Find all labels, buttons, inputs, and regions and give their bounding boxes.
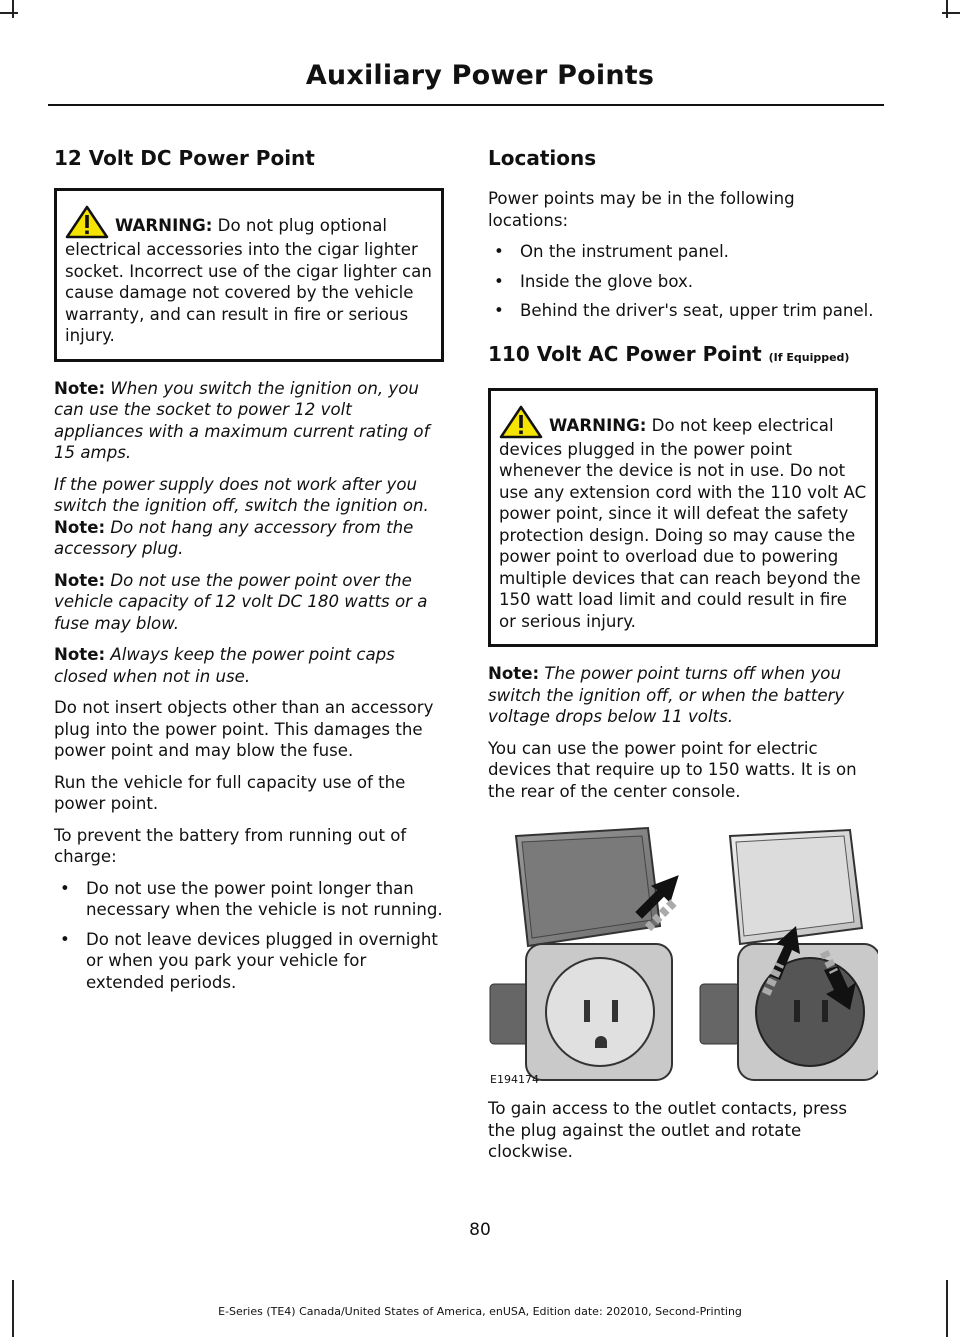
paragraph-150-watts: You can use the power point for electric devices that require up to 150 watts. It is on the rear of the center console. — [488, 738, 857, 801]
warning-text: Do not keep electrical devices plugged in the power point whenever the device is not in use. Do not use any extension cord with the 110 volt AC power point, since it will defeat the safety protection design. Doing so may cause the power point to overload due to powering multiple devices that can reach beyond the 150 watt load limit and could result in fire or serious injury. — [499, 415, 867, 631]
section-heading-locations: Locations — [488, 146, 597, 170]
note-label: Note: — [54, 378, 106, 398]
note-text: The power point turns off when you switch the ignition off, or when the battery voltage drops below 11 volts. — [488, 664, 845, 726]
header-divider — [48, 104, 884, 106]
locations-list — [488, 241, 878, 322]
note-capacity — [54, 570, 444, 635]
note-hang-accessory — [54, 517, 444, 560]
page-title: Auxiliary Power Points — [305, 60, 655, 91]
list-item: • Inside the glove box. — [488, 271, 878, 293]
outlet-illustration — [488, 816, 878, 1088]
note-label: Note: — [54, 517, 106, 537]
note-text: Do not hang any accessory from the accessory plug. — [54, 517, 414, 558]
paragraph-outlet-contacts: To gain access to the outlet contacts, press the plug against the outlet and rotate clockwise. — [488, 1099, 848, 1161]
warning-triangle-icon — [499, 405, 543, 439]
paragraph-objects: Do not insert objects other than an accessory plug into the power point. This damages the power point and may blow the fuse. — [54, 698, 434, 760]
heading-110v-text: 110 Volt AC Power Point — [488, 341, 762, 366]
left-column — [54, 146, 444, 1003]
note-text: Always keep the power point caps closed when not in use. — [54, 645, 395, 686]
note-text: When you switch the ignition on, you can use the socket to power 12 volt appliances with a maximum current rating of 15 amps. — [54, 378, 430, 462]
italic-power-supply: If the power supply does not work after you switch the ignition off, switch the ignition on. — [54, 474, 429, 515]
paragraph-full-capacity: Run the vehicle for full capacity use of the power point. — [54, 772, 406, 813]
outlet-closed-view — [490, 828, 678, 1080]
list-item: • Behind the driver's seat, upper trim panel. — [488, 300, 878, 322]
note-ignition — [54, 378, 444, 464]
warning-box-110v — [488, 388, 878, 648]
warning-box-12v — [54, 188, 444, 362]
note-label: Note: — [488, 664, 540, 683]
warning-label: WARNING: — [549, 415, 647, 435]
list-item: • On the instrument panel. — [488, 241, 878, 263]
warning-label: WARNING: — [115, 216, 213, 235]
crop-mark — [0, 12, 18, 14]
list-item: • Do not use the power point longer than necessary when the vehicle is not running. — [54, 878, 444, 921]
warning-text: Do not plug optional electrical accessories into the cigar lighter socket. Incorrect use of the cigar lighter can cause damage not covered by the vehicle warranty, and can result in fire or serious injury. — [65, 216, 432, 345]
crop-mark — [942, 12, 960, 14]
note-label: Note: — [54, 570, 106, 590]
section-heading-110v — [488, 342, 878, 366]
page-number: 80 — [469, 1220, 491, 1240]
outlet-open-view — [700, 830, 878, 1080]
battery-tips-list — [54, 878, 444, 994]
paragraph-battery: To prevent the battery from running out of charge: — [54, 825, 407, 866]
crop-mark — [946, 0, 948, 18]
right-column — [488, 146, 878, 1173]
locations-intro: Power points may be in the following locations: — [488, 189, 795, 230]
outlet-figure — [488, 816, 878, 1088]
note-text: Do not use the power point over the vehicle capacity of 12 volt DC 180 watts or a fuse may blow. — [54, 570, 428, 633]
list-item: • Do not leave devices plugged in overnight or when you park your vehicle for extended periods. — [54, 929, 444, 994]
note-caps — [54, 644, 444, 687]
crop-mark — [12, 0, 14, 18]
warning-triangle-icon — [65, 205, 109, 239]
note-label: Note: — [54, 645, 106, 664]
section-heading-12v: 12 Volt DC Power Point — [54, 146, 315, 170]
note-power-off — [488, 663, 878, 728]
figure-code: E194174 — [490, 1073, 539, 1086]
heading-if-equipped: (If Equipped) — [768, 350, 850, 364]
footer-edition: E-Series (TE4) Canada/United States of America, enUSA, Edition date: 202010, Second-Printing — [218, 1305, 742, 1318]
